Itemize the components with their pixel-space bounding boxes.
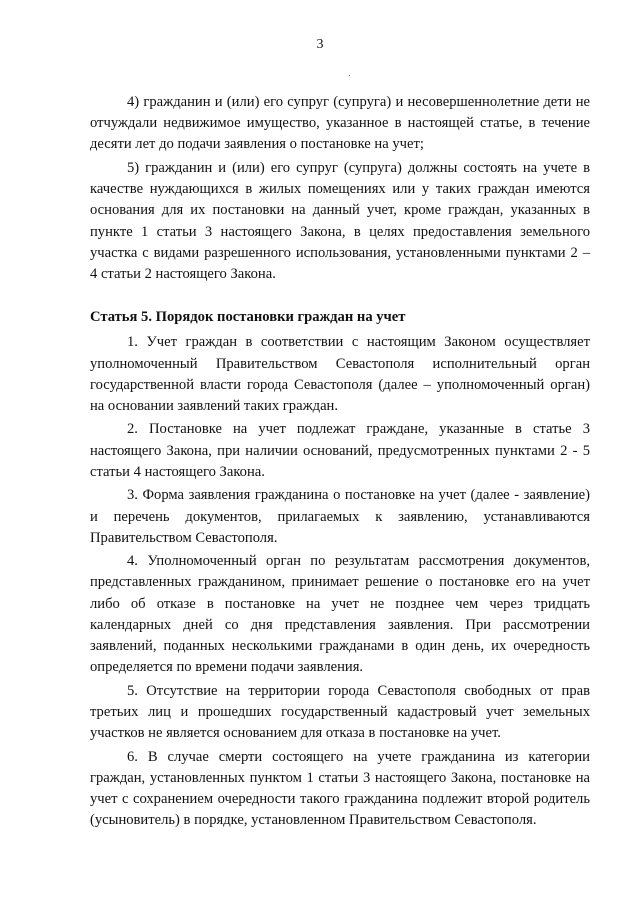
article-paragraph-5: 5. Отсутствие на территории города Севастополя свободных от прав третьих лиц и прошедших государственный кадастровый учет земельных участков не является основанием для отказа в постановке на учет. [90, 682, 590, 742]
article-paragraph-6: 6. В случае смерти состоящего на учете гражданина из категории граждан, установленных пунктом 1 статьи 3 настоящего Закона, постановке на учет с сохранением очередности такого гражданина подлежит второй родитель (усыновитель) в порядке, установленном Правительством Севастополя. [90, 748, 590, 829]
article-heading: Статья 5. Порядок постановки граждан на учет [90, 309, 406, 326]
list-item-5: 5) гражданин и (или) его супруг (супруга) должны состоять на учете в качестве нуждающихся в жилых помещениях или у таких граждан имеются основания для их постановки на данный учет, кроме граждан, указанных в пункте 1 статьи 3 настоящего Закона, в целях предоставления земельного участка с видами разрешенного использования, установленными пунктами 2 – 4 статьи 2 настоящего Закона. [90, 159, 590, 282]
article-paragraph-1: 1. Учет граждан в соответствии с настоящим Законом осуществляет уполномоченный Правительством Севастополя исполнительный орган государственной власти города Севастополя (далее – уполномоченный орган) на основании заявлений таких граждан. [90, 334, 590, 414]
page-number: 3 [316, 37, 324, 52]
article-paragraph-4: 4. Уполномоченный орган по результатам рассмотрения документов, представленных гражданином, принимает решение о постановке его на учет либо об отказе в постановке на учет не позднее чем через тридцать календарных дней со дня представления заявления. При рассмотрении заявлений, поданных несколькими гражданами в один день, их очередность определяется по времени подачи заявления. [90, 553, 590, 676]
list-item-4: 4) гражданин и (или) его супруг (супруга) и несовершеннолетние дети не отчуждали недвижимое имущество, указанное в настоящей статье, в течение десяти лет до подачи заявления о постановке на учет; [90, 94, 590, 153]
article-paragraph-3: 3. Форма заявления гражданина о постановке на учет (далее - заявление) и перечень документов, прилагаемых к заявлению, устанавливаются Правительством Севастополя. [90, 487, 590, 546]
scan-speck [349, 75, 350, 76]
document-body [90, 92, 590, 834]
article-paragraph-2: 2. Постановке на учет подлежат граждане, указанные в статье 3 настоящего Закона, при наличии оснований, предусмотренных пунктами 2 - 5 статьи 4 настоящего Закона. [90, 421, 590, 480]
